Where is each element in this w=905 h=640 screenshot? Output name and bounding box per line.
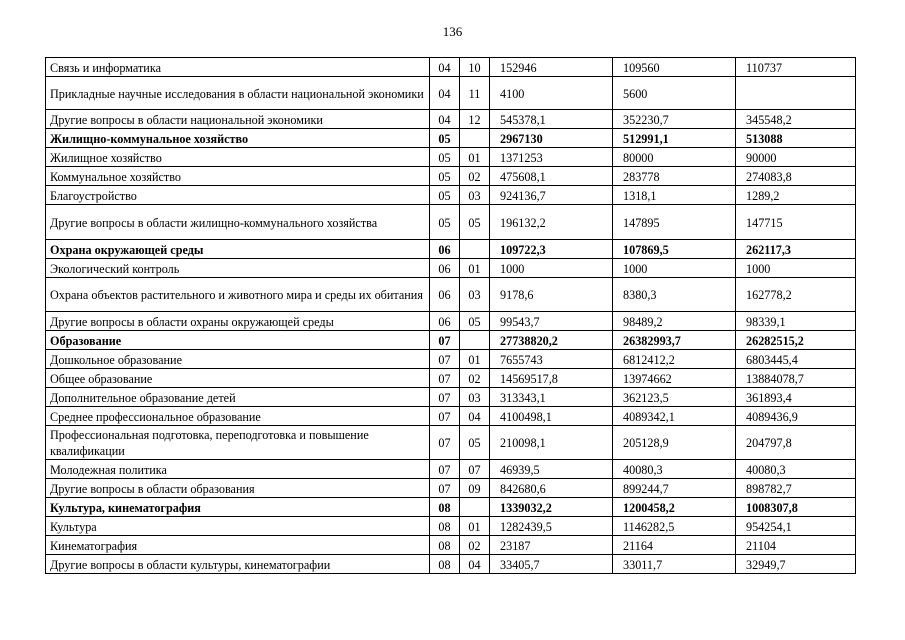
section-code-cell: 05 [430,186,460,205]
amount-year1-cell: 23187 [490,536,613,555]
amount-year3-cell: 6803445,4 [736,350,856,369]
subsection-code-cell: 03 [460,388,490,407]
section-code-cell: 05 [430,129,460,148]
row-name-cell: Образование [46,331,430,350]
amount-year2-cell: 109560 [613,58,736,77]
amount-year2-cell: 147895 [613,205,736,240]
amount-year2-cell: 512991,1 [613,129,736,148]
subsection-code-cell: 01 [460,517,490,536]
row-name-cell: Благоустройство [46,186,430,205]
amount-year1-cell: 14569517,8 [490,369,613,388]
amount-year1-cell: 545378,1 [490,110,613,129]
amount-year3-cell: 204797,8 [736,426,856,460]
table-row [46,460,856,479]
table-row [46,536,856,555]
amount-year1-cell: 1282439,5 [490,517,613,536]
table-section-row [46,498,856,517]
subsection-code-cell [460,129,490,148]
section-code-cell: 06 [430,259,460,278]
subsection-code-cell: 05 [460,312,490,331]
table-row [46,426,856,460]
amount-year2-cell: 40080,3 [613,460,736,479]
amount-year1-cell: 99543,7 [490,312,613,331]
section-code-cell: 06 [430,278,460,312]
amount-year2-cell: 1200458,2 [613,498,736,517]
section-code-cell: 08 [430,498,460,517]
budget-table [45,57,856,574]
table-row [46,148,856,167]
row-name-cell: Связь и информатика [46,58,430,77]
table-row [46,278,856,312]
subsection-code-cell [460,331,490,350]
amount-year3-cell: 1008307,8 [736,498,856,517]
amount-year1-cell: 196132,2 [490,205,613,240]
subsection-code-cell: 09 [460,479,490,498]
amount-year2-cell: 362123,5 [613,388,736,407]
amount-year2-cell: 13974662 [613,369,736,388]
amount-year1-cell: 33405,7 [490,555,613,574]
table-row [46,205,856,240]
row-name-cell: Культура, кинематография [46,498,430,517]
row-name-cell: Прикладные научные исследования в области национальной экономики [46,77,430,110]
table-row [46,312,856,331]
subsection-code-cell: 05 [460,205,490,240]
amount-year1-cell: 210098,1 [490,426,613,460]
subsection-code-cell: 03 [460,278,490,312]
subsection-code-cell: 07 [460,460,490,479]
amount-year3-cell: 110737 [736,58,856,77]
subsection-code-cell: 04 [460,407,490,426]
subsection-code-cell: 05 [460,426,490,460]
row-name-cell: Жилищно-коммунальное хозяйство [46,129,430,148]
subsection-code-cell: 02 [460,536,490,555]
page-number: 136 [442,24,463,39]
section-code-cell: 04 [430,110,460,129]
table-row [46,77,856,110]
table-row [46,555,856,574]
table-row [46,110,856,129]
section-code-cell: 06 [430,312,460,331]
amount-year2-cell: 899244,7 [613,479,736,498]
amount-year1-cell: 313343,1 [490,388,613,407]
amount-year2-cell: 26382993,7 [613,331,736,350]
table-section-row [46,129,856,148]
amount-year1-cell: 2967130 [490,129,613,148]
section-code-cell: 04 [430,77,460,110]
amount-year2-cell: 283778 [613,167,736,186]
amount-year2-cell: 205128,9 [613,426,736,460]
amount-year3-cell: 21104 [736,536,856,555]
row-name-cell: Другие вопросы в области охраны окружающей среды [46,312,430,331]
section-code-cell: 07 [430,388,460,407]
amount-year2-cell: 5600 [613,77,736,110]
amount-year1-cell: 4100498,1 [490,407,613,426]
table-row [46,517,856,536]
amount-year3-cell: 32949,7 [736,555,856,574]
amount-year2-cell: 1146282,5 [613,517,736,536]
subsection-code-cell: 10 [460,58,490,77]
row-name-cell: Другие вопросы в области культуры, кинематографии [46,555,430,574]
subsection-code-cell: 02 [460,167,490,186]
amount-year2-cell: 107869,5 [613,240,736,259]
table-section-row [46,331,856,350]
amount-year1-cell: 9178,6 [490,278,613,312]
subsection-code-cell: 11 [460,77,490,110]
amount-year2-cell: 6812412,2 [613,350,736,369]
subsection-code-cell: 03 [460,186,490,205]
amount-year3-cell: 90000 [736,148,856,167]
amount-year2-cell: 8380,3 [613,278,736,312]
section-code-cell: 06 [430,240,460,259]
row-name-cell: Среднее профессиональное образование [46,407,430,426]
amount-year3-cell: 4089436,9 [736,407,856,426]
subsection-code-cell: 01 [460,148,490,167]
amount-year1-cell: 1339032,2 [490,498,613,517]
amount-year3-cell: 954254,1 [736,517,856,536]
amount-year3-cell: 262117,3 [736,240,856,259]
row-name-cell: Кинематография [46,536,430,555]
section-code-cell: 08 [430,517,460,536]
amount-year1-cell: 475608,1 [490,167,613,186]
subsection-code-cell: 12 [460,110,490,129]
amount-year2-cell: 33011,7 [613,555,736,574]
amount-year3-cell: 162778,2 [736,278,856,312]
section-code-cell: 05 [430,167,460,186]
table-row [46,388,856,407]
table-row [46,479,856,498]
amount-year3-cell: 1000 [736,259,856,278]
row-name-cell: Охрана окружающей среды [46,240,430,259]
section-code-cell: 05 [430,205,460,240]
section-code-cell: 07 [430,426,460,460]
amount-year1-cell: 924136,7 [490,186,613,205]
amount-year1-cell: 1371253 [490,148,613,167]
amount-year1-cell: 842680,6 [490,479,613,498]
row-name-cell: Культура [46,517,430,536]
amount-year2-cell: 1318,1 [613,186,736,205]
subsection-code-cell [460,240,490,259]
amount-year3-cell: 98339,1 [736,312,856,331]
section-code-cell: 05 [430,148,460,167]
subsection-code-cell: 04 [460,555,490,574]
amount-year2-cell: 80000 [613,148,736,167]
amount-year2-cell: 21164 [613,536,736,555]
section-code-cell: 08 [430,555,460,574]
amount-year1-cell: 109722,3 [490,240,613,259]
amount-year3-cell [736,77,856,110]
subsection-code-cell: 01 [460,350,490,369]
row-name-cell: Другие вопросы в области образования [46,479,430,498]
amount-year2-cell: 4089342,1 [613,407,736,426]
section-code-cell: 07 [430,331,460,350]
table-row [46,58,856,77]
amount-year2-cell: 352230,7 [613,110,736,129]
table-section-row [46,240,856,259]
row-name-cell: Дошкольное образование [46,350,430,369]
amount-year3-cell: 26282515,2 [736,331,856,350]
subsection-code-cell: 01 [460,259,490,278]
amount-year1-cell: 152946 [490,58,613,77]
subsection-code-cell: 02 [460,369,490,388]
table-row [46,186,856,205]
row-name-cell: Охрана объектов растительного и животного мира и среды их обитания [46,278,430,312]
amount-year1-cell: 27738820,2 [490,331,613,350]
table-row [46,407,856,426]
amount-year3-cell: 1289,2 [736,186,856,205]
amount-year1-cell: 4100 [490,77,613,110]
row-name-cell: Другие вопросы в области жилищно-коммунального хозяйства [46,205,430,240]
budget-table-body [46,58,856,574]
section-code-cell: 08 [430,536,460,555]
subsection-code-cell [460,498,490,517]
row-name-cell: Коммунальное хозяйство [46,167,430,186]
section-code-cell: 07 [430,460,460,479]
amount-year3-cell: 345548,2 [736,110,856,129]
row-name-cell: Жилищное хозяйство [46,148,430,167]
section-code-cell: 07 [430,479,460,498]
amount-year3-cell: 274083,8 [736,167,856,186]
section-code-cell: 07 [430,350,460,369]
amount-year3-cell: 361893,4 [736,388,856,407]
amount-year2-cell: 98489,2 [613,312,736,331]
amount-year3-cell: 13884078,7 [736,369,856,388]
row-name-cell: Профессиональная подготовка, переподготовка и повышение квалификации [46,426,430,460]
table-row [46,259,856,278]
amount-year3-cell: 147715 [736,205,856,240]
table-row [46,350,856,369]
section-code-cell: 04 [430,58,460,77]
section-code-cell: 07 [430,369,460,388]
amount-year1-cell: 1000 [490,259,613,278]
row-name-cell: Экологический контроль [46,259,430,278]
amount-year1-cell: 46939,5 [490,460,613,479]
amount-year1-cell: 7655743 [490,350,613,369]
section-code-cell: 07 [430,407,460,426]
amount-year3-cell: 513088 [736,129,856,148]
amount-year2-cell: 1000 [613,259,736,278]
table-row [46,369,856,388]
table-row [46,167,856,186]
amount-year3-cell: 898782,7 [736,479,856,498]
row-name-cell: Дополнительное образование детей [46,388,430,407]
row-name-cell: Молодежная политика [46,460,430,479]
amount-year3-cell: 40080,3 [736,460,856,479]
row-name-cell: Общее образование [46,369,430,388]
row-name-cell: Другие вопросы в области национальной экономики [46,110,430,129]
